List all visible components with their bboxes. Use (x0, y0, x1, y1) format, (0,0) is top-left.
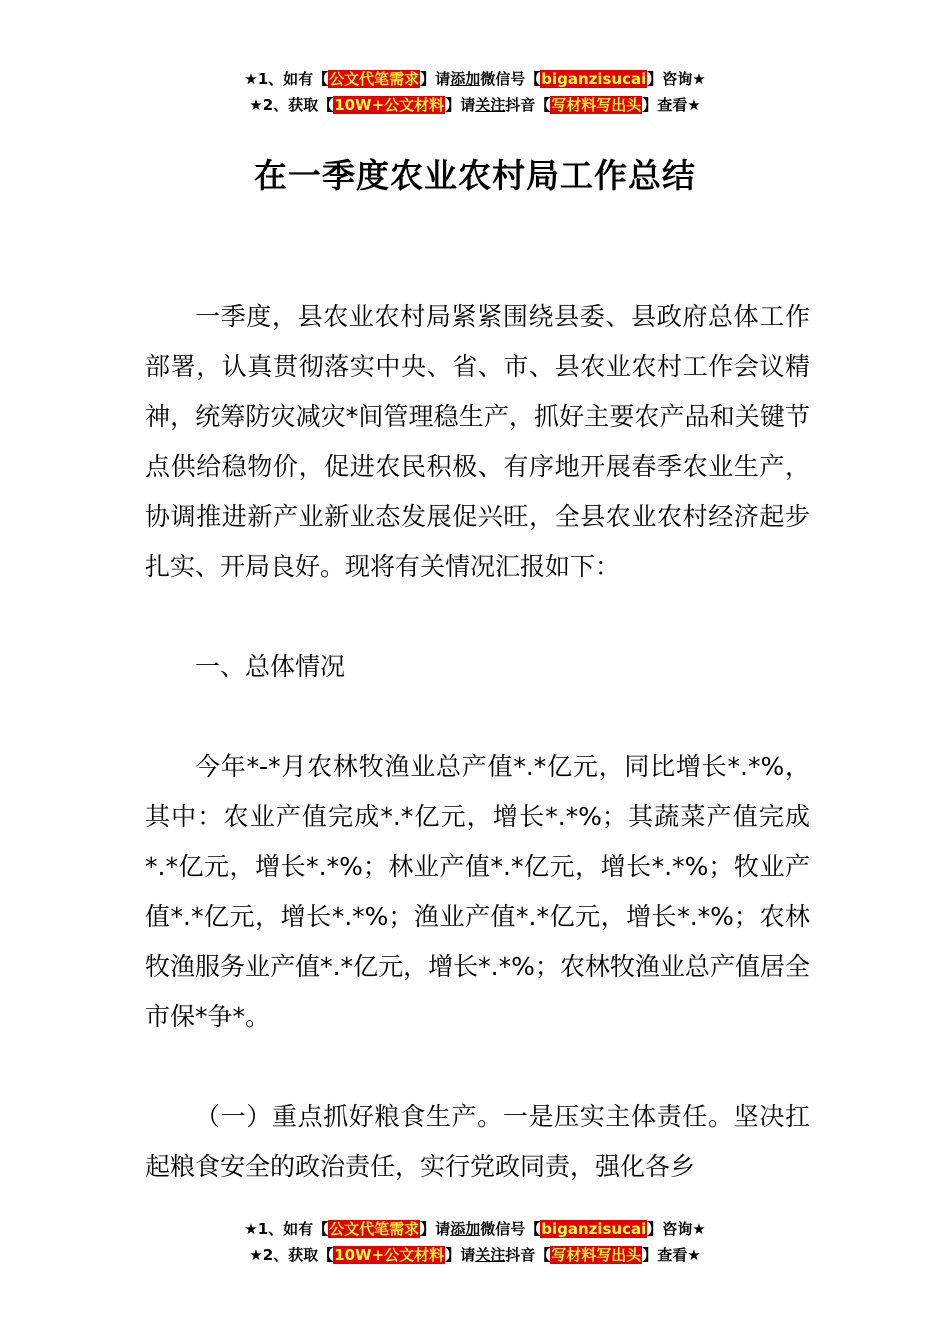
paragraph-intro: 一季度，县农业农村局紧紧围绕县委、县政府总体工作部署，认真贯彻落实中央、省、市、县农业农村工作会议精神，统筹防灾减灾*间管理稳生产，抓好主要农产品和关键节点供给稳物价，促进农民积极、有序地开展春季农业生产，协调推进新产业新业态发展促兴旺，全县农业农村经济起步扎实、开局良好。现将有关情况汇报如下： (145, 302, 810, 581)
banner-highlight: 写材料写出头 (551, 1246, 642, 1264)
banner-highlight: 10W+公文材料 (334, 96, 445, 114)
section-heading: 一、总体情况 (195, 652, 346, 681)
banner-highlight: 10W+公文材料 (334, 1246, 445, 1264)
document-body (145, 292, 810, 1192)
banner-line-2: ★2、获取【10W+公文材料】请关注抖音【写材料写出头】查看★ (249, 96, 701, 114)
banner-highlight: 公文代笔需求 (329, 1220, 420, 1238)
banner-highlight: 写材料写出头 (551, 96, 642, 114)
paragraph-grain: （一）重点抓好粮食生产。一是压实主体责任。坚决扛起粮食安全的政治责任，实行党政同责，强化各乡 (145, 1102, 810, 1181)
banner-highlight: biganzisucai (541, 1220, 647, 1238)
banner-highlight: 公文代笔需求 (329, 70, 420, 88)
footer-banner (0, 1216, 950, 1268)
banner-highlight: biganzisucai (541, 70, 647, 88)
banner-line-2: ★2、获取【10W+公文材料】请关注抖音【写材料写出头】查看★ (249, 1246, 701, 1264)
banner-line-1: ★1、如有【公文代笔需求】请添加微信号【biganzisucai】咨询★ (244, 70, 706, 88)
header-banner (0, 66, 950, 118)
paragraph-overview: 今年*-*月农林牧渔业总产值*.*亿元，同比增长*.*%，其中：农业产值完成*.*亿元，增长*.*%；其蔬菜产值完成*.*亿元，增长*.*%；林业产值*.*亿元，增长*.*%；牧业产值*.*亿元，增长*.*%；渔业产值*.*亿元，增长*.*%；农林牧渔服务业产值*.*亿元，增长*.*%；农林牧渔业总产值居全市保*争*。 (145, 752, 810, 1031)
document-title: 在一季度农业农村局工作总结 (254, 156, 696, 195)
banner-line-1: ★1、如有【公文代笔需求】请添加微信号【biganzisucai】咨询★ (244, 1220, 706, 1238)
